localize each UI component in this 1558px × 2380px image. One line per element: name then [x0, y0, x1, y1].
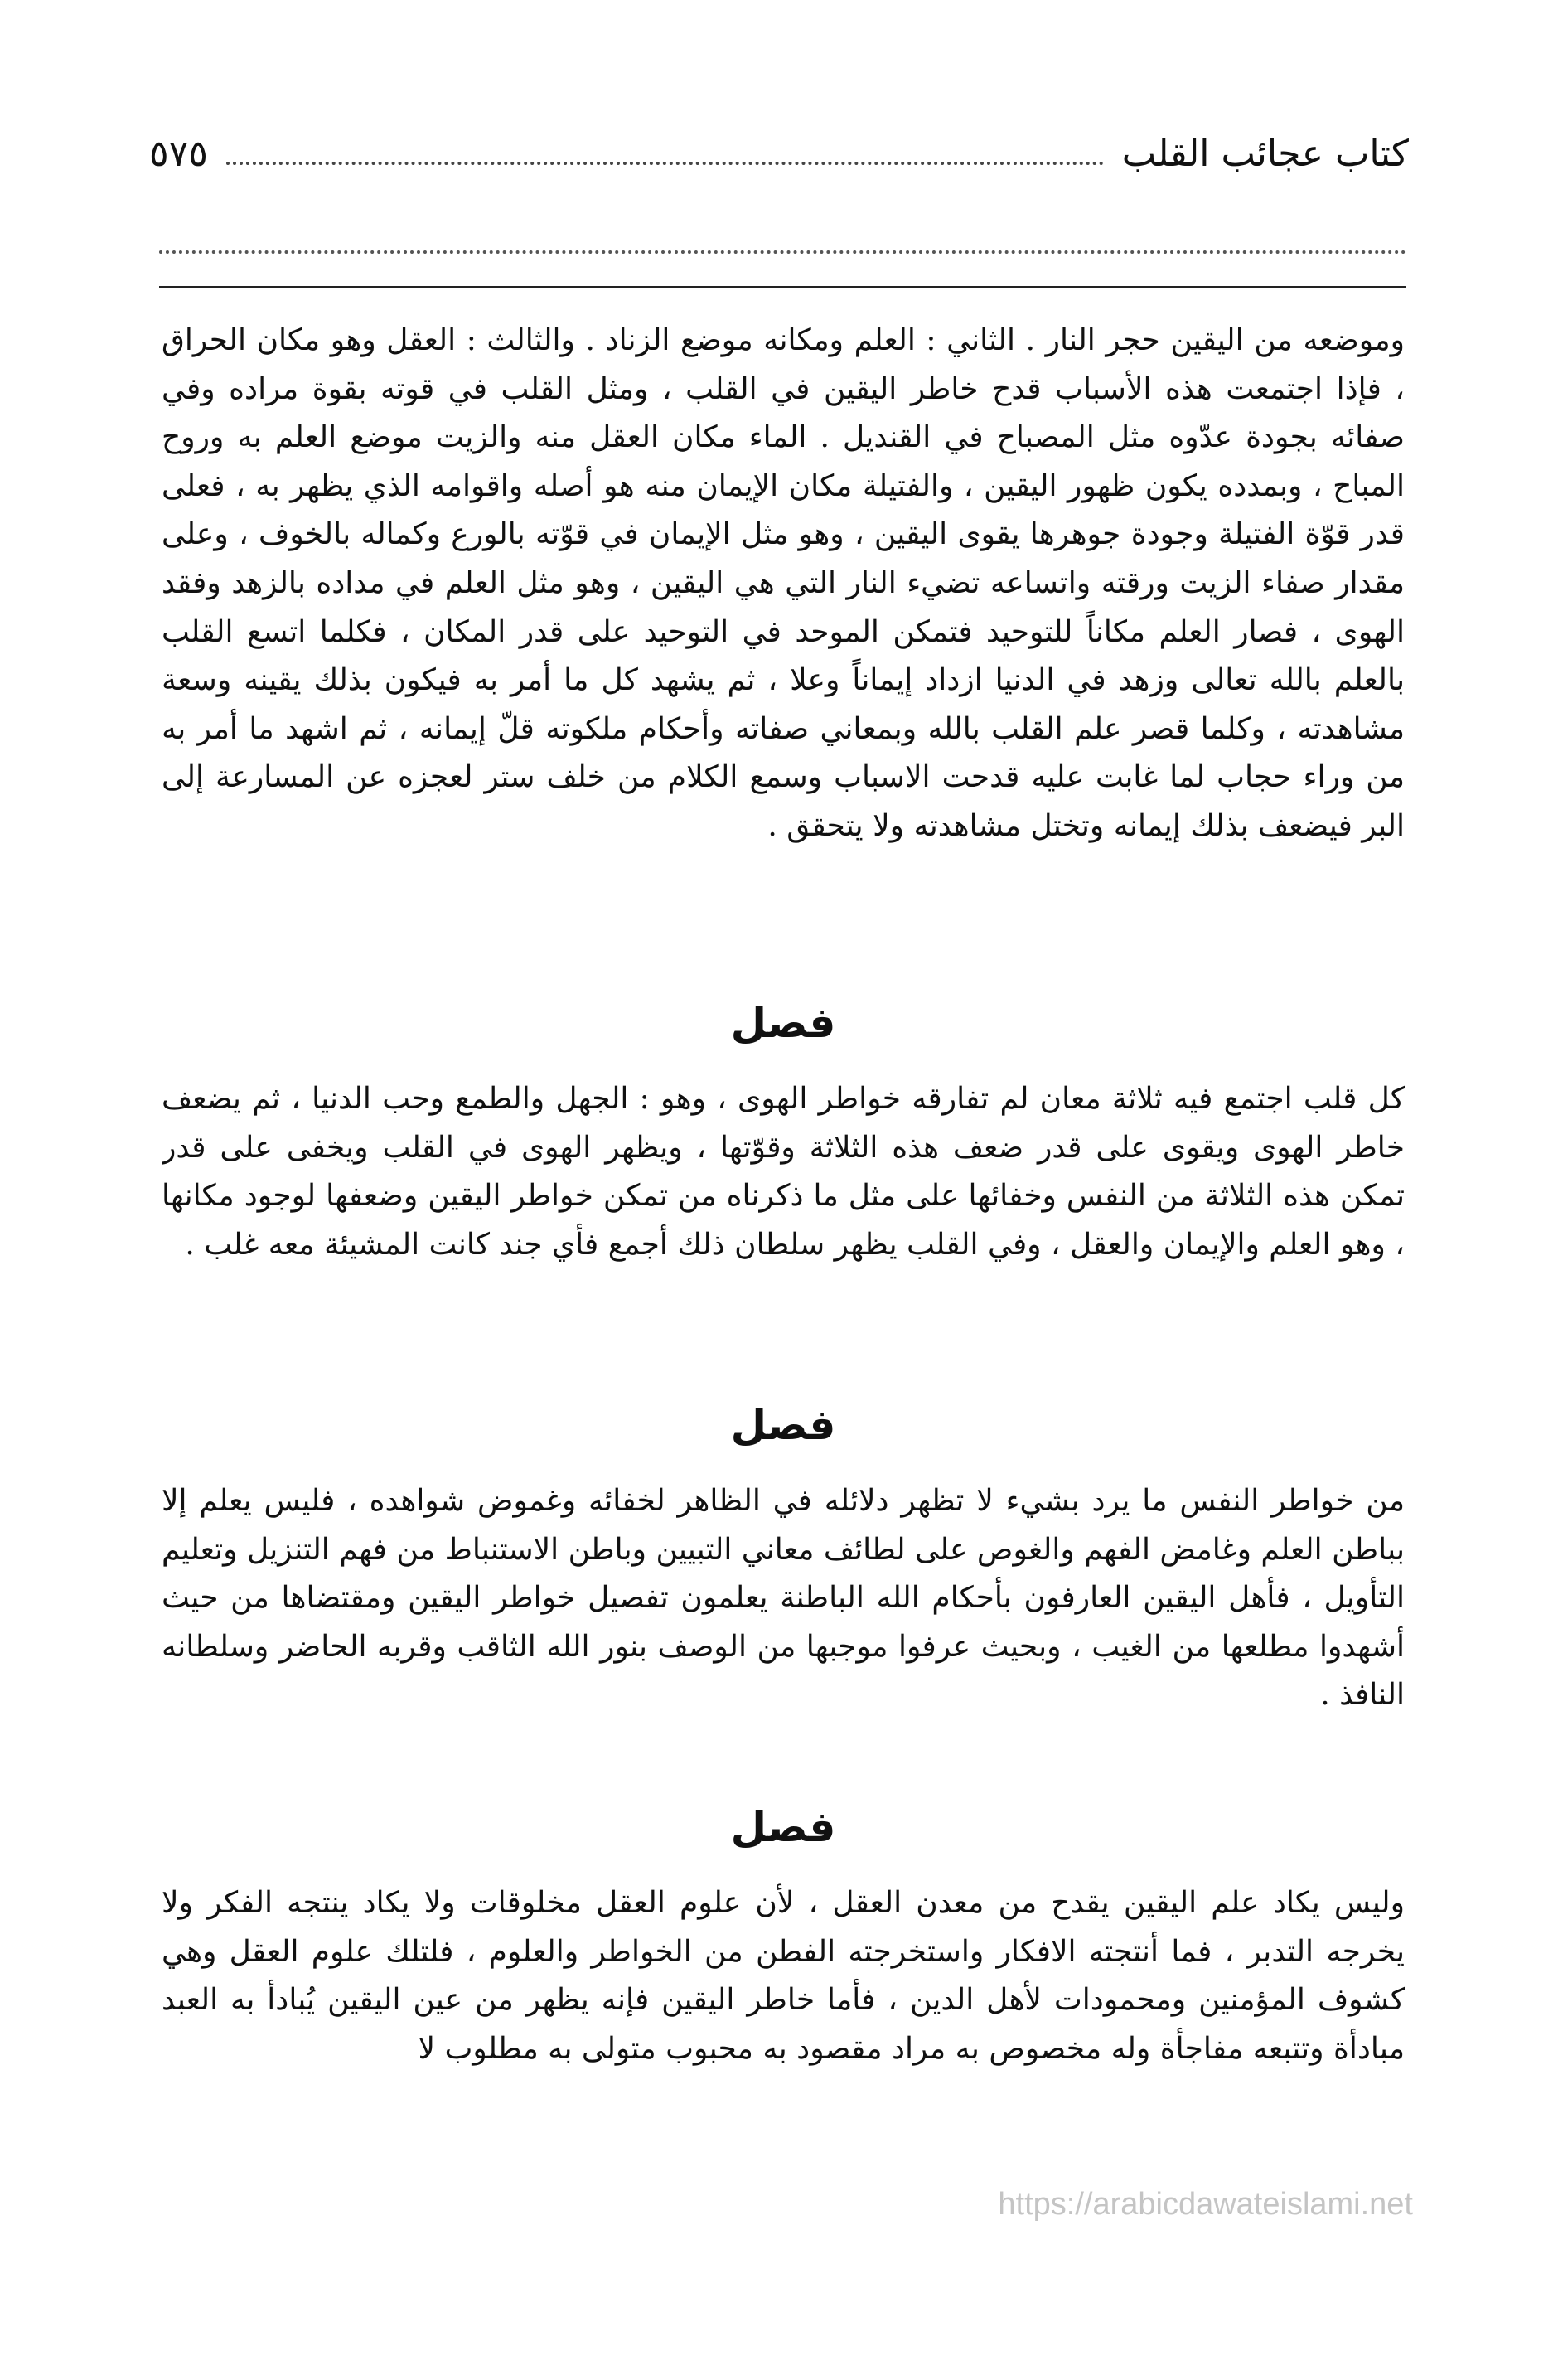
- header-title: كتاب عجائب القلب: [1121, 132, 1409, 175]
- section-heading-2: فصل: [730, 1401, 836, 1449]
- paragraph-3: من خواطر النفس ما يرد بشيء لا تظهر دلائله في الظاهر لخفائه وغموض شواهده ، فليس يعلم إلا بباطن العلم وغامض الفهم والغوص على لطائف معاني التبيين وباطن الاستنباط من فهم التنزيل وتعليم التأويل ، فأهل اليقين العارفون بأحكام الله الباطنة يعلمون تفصيل خواطر اليقين ومقتضاها من حيث أشهدوا مطلعها من الغيب ، وبحيث عرفوا موجبها من الوصف بنور الله الثاقب وقربه الحاضر وسلطانه النافذ .: [162, 1484, 1405, 1713]
- paragraph-4: وليس يكاد علم اليقين يقدح من معدن العقل ، لأن علوم العقل مخلوقات ولا يكاد ينتجه الفكر ولا يخرجه التدبر ، فما أنتجته الافكار واستخرجته الفطن من الخواطر والعلوم ، فلتلك علوم العقل وهي كشوف المؤمنين ومحمودات لأهل الدين ، فأما خاطر اليقين فإنه يظهر من عين اليقين يُبادأ به العبد مبادأة وتتبعه مفاجأة وله مخصوص به مراد مقصود به محبوب متولى به مطلوب لا: [162, 1886, 1405, 2066]
- running-header: [149, 124, 1409, 182]
- body-text: [162, 317, 1405, 2078]
- header-rule: [159, 286, 1406, 288]
- dotted-divider: [159, 250, 1406, 254]
- section-heading-3: فصل: [730, 1803, 836, 1851]
- page-number: ٥٧٥: [149, 132, 208, 175]
- paragraph-2: كل قلب اجتمع فيه ثلاثة معان لم تفارقه خواطر الهوى ، وهو : الجهل والطمع وحب الدنيا ، ثم يضعف خاطر الهوى ويقوى على قدر ضعف هذه الثلاثة وقوّتها ، ويظهر الهوى في القلب ويخفى على قدر تمكن هذه الثلاثة من النفس وخفائها على مثل ما ذكرناه من تمكن خواطر اليقين وضعفها لوجود مكانها ، وهو العلم والإيمان والعقل ، وفي القلب يظهر سلطان ذلك أجمع فأي جند كانت المشيئة معه غلب .: [162, 1082, 1405, 1262]
- section-heading-1: فصل: [730, 999, 836, 1047]
- watermark-url: https://arabicdawateislami.net: [998, 2187, 1413, 2222]
- header-dotted-leader: [226, 162, 1104, 165]
- paragraph-1: وموضعه من اليقين حجر النار . الثاني : العلم ومكانه موضع الزناد . والثالث : العقل وهو مكان الحراق ، فإذا اجتمعت هذه الأسباب قدح خاطر اليقين في القلب ، ومثل القلب في قوته بقوة مراده وفي صفائه بجودة عدّوه مثل المصباح في القنديل . الماء مكان العقل منه والزيت موضع العلم به وروح المباح ، وبمدده يكون ظهور اليقين ، والفتيلة مكان الإيمان منه هو أصله واقوامه الذي يظهر به ، فعلى قدر قوّة الفتيلة وجودة جوهرها يقوى اليقين ، وهو مثل الإيمان في قوّته بالورع وكماله بالخوف ، وعلى مقدار صفاء الزيت ورقته واتساعه تضيء النار التي هي اليقين ، وهو مثل العلم في مداده بالزهد وفقد الهوى ، فصار العلم مكاناً للتوحيد فتمكن الموحد في التوحيد على قدر المكان ، فكلما اتسع القلب بالعلم بالله تعالى وزهد في الدنيا ازداد إيماناً وعلا ، ثم يشهد كل ما أمر به فيكون بذلك يقينه وسعة مشاهدته ، وكلما قصر علم القلب بالله وبمعاني صفاته وأحكام ملكوته قلّ إيمانه ، ثم اشهد ما أمر به من وراء حجاب لما غابت عليه قدحت الاسباب وسمع الكلام من خلف ستر لعجزه عن المسارعة إلى البر فيضعف بذلك إيمانه وتختل مشاهدته ولا يتحقق .: [162, 323, 1405, 843]
